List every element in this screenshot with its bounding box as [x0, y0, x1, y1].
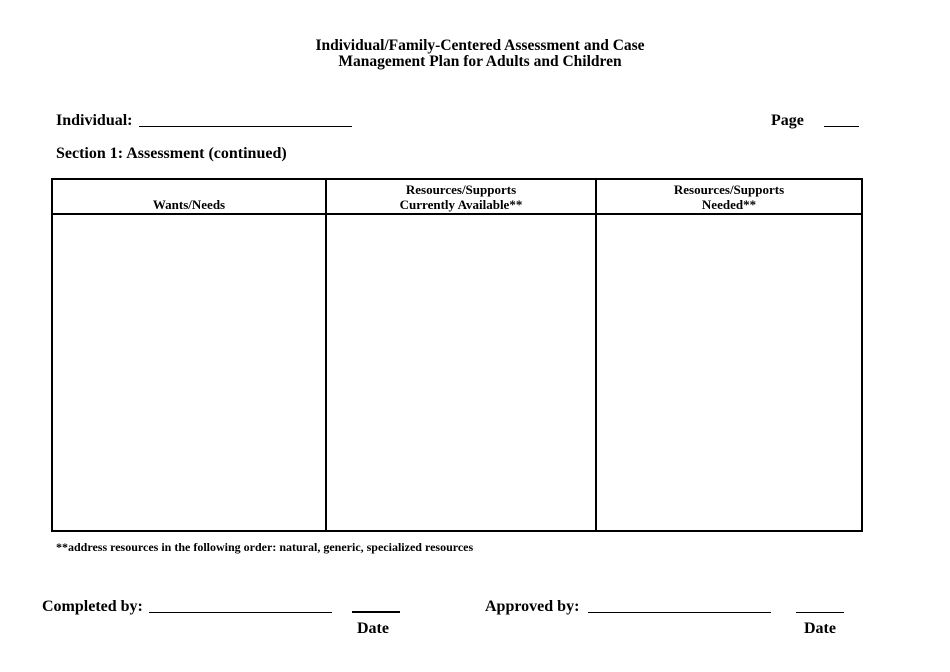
column-header-line-2: Wants/Needs — [152, 197, 226, 212]
wants-needs-entry-area[interactable] — [53, 215, 325, 530]
section-title: Section 1: Assessment (continued) — [56, 145, 287, 162]
column-header-line-1: Resources/Supports — [673, 182, 785, 197]
approved-date-label: Date — [804, 620, 836, 637]
needed-entry-area[interactable] — [597, 215, 861, 530]
column-header-currently-available — [327, 180, 595, 213]
column-header-line-1: Resources/Supports — [405, 182, 517, 197]
column-header-line-2: Needed** — [701, 197, 757, 212]
footnote: **address resources in the following order: natural, generic, specialized resources — [56, 540, 474, 554]
page-number-field[interactable] — [824, 126, 859, 127]
completed-by-label: Completed by: — [42, 598, 143, 615]
approved-by-field[interactable] — [588, 612, 771, 613]
individual-field[interactable] — [139, 126, 352, 127]
completed-date-label: Date — [357, 620, 389, 637]
column-header-line-2: Currently Available** — [399, 197, 523, 212]
page-label: Page — [771, 112, 804, 129]
completed-by-field[interactable] — [149, 612, 332, 613]
assessment-table — [51, 178, 863, 532]
form-title-line-2: Management Plan for Adults and Children — [338, 53, 622, 70]
column-header-wants-needs — [53, 180, 325, 213]
form-title-line-1: Individual/Family-Centered Assessment and Case — [315, 37, 645, 54]
approved-date-field[interactable] — [796, 612, 844, 613]
completed-date-field[interactable] — [352, 611, 400, 613]
approved-by-label: Approved by: — [485, 598, 580, 615]
individual-label: Individual: — [56, 112, 133, 129]
currently-available-entry-area[interactable] — [327, 215, 595, 530]
column-header-needed — [597, 180, 861, 213]
